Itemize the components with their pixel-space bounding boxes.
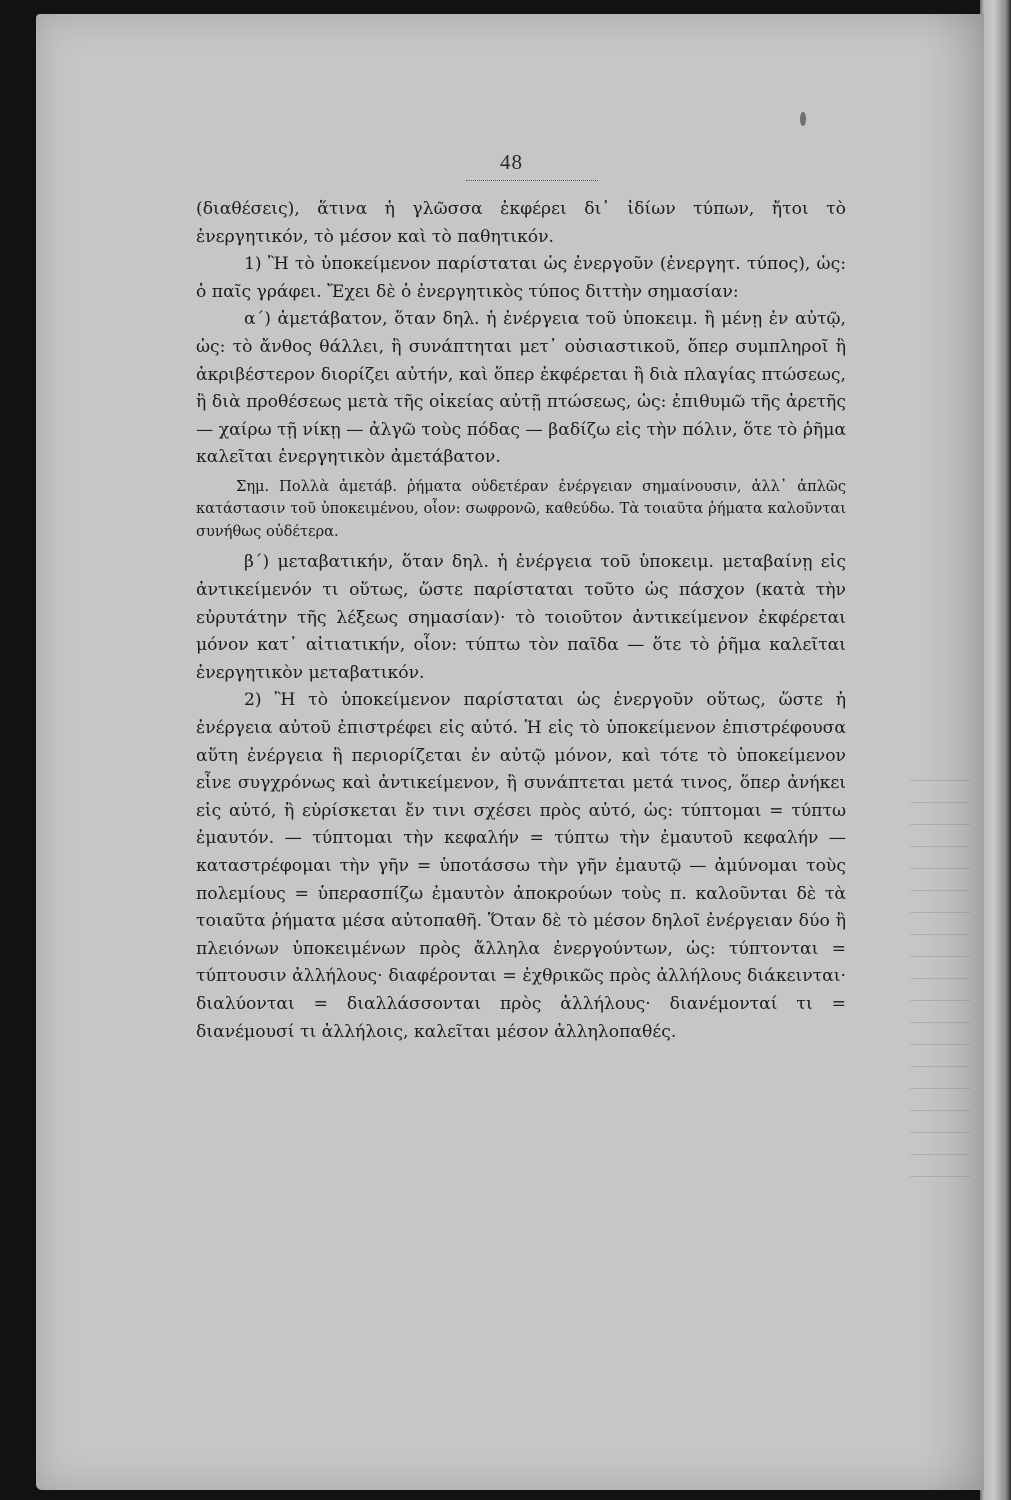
note-neuter-verbs: Σημ. Πολλὰ ἀμετάβ. ῥήματα οὐδετέραν ἐνέργειαν σημαίνουσιν, ἀλλ᾽ ἁπλῶς κατάστασιν τοῦ ὑποκειμένου, οἷον: σωφρονῶ, καθεύδω. Τὰ τοιαῦτα ῥήματα καλοῦνται συνήθως οὐδέτερα.: [196, 477, 846, 540]
adjacent-page-edge: [980, 0, 1011, 1500]
paragraph-transitive: β΄) μεταβατικήν, ὅταν δηλ. ἡ ἐνέργεια τοῦ ὑποκειμ. μεταβαίνῃ εἰς ἀντικείμενόν τι οὕτως, ὥστε παρίσταται τοῦτο ὡς πάσχον (κατὰ τὴν εὐρυτάτην τῆς λέξεως σημασίαν)· τὸ τοιοῦτον ἀντικείμενον ἐκφέρεται μόνον κατ᾽ αἰτιατικήν, οἷον: τύπτω τὸν παῖδα — ὅτε τὸ ῥῆμα καλεῖται ἐνεργητικὸν μεταβατικόν.: [196, 552, 846, 683]
page-shadow: [924, 14, 984, 1490]
bleed-through-marks: [910, 780, 970, 1180]
paragraph-active-voice: 1) Ἢ τὸ ὑποκείμενον παρίσταται ὡς ἐνεργοῦν (ἐνεργητ. τύπος), ὡς: ὁ παῖς γράφει. Ἔχει δὲ ὁ ἐνεργητικὸς τύπος διττὴν σημασίαν:: [196, 254, 846, 302]
paragraph-voices-intro: (διαθέσεις), ἅτινα ἡ γλῶσσα ἐκφέρει δι᾽ ἰδίων τύπων, ἤτοι τὸ ἐνεργητικόν, τὸ μέσον καὶ τὸ παθητικόν.: [196, 199, 846, 247]
paragraph-intransitive: α΄) ἀμετάβατον, ὅταν δηλ. ἡ ἐνέργεια τοῦ ὑποκειμ. ἢ μένῃ ἐν αὐτῷ, ὡς: τὸ ἄνθος θάλλει, ἢ συνάπτηται μετ᾽ οὐσιαστικοῦ, ὅπερ συμπληροῖ ἢ ἀκριβέστερον διορίζει αὐτήν, καὶ ὅπερ ἐκφέρεται ἢ διὰ πλαγίας πτώσεως, ἢ διὰ προθέσεως μετὰ τῆς οἰκείας αὐτῇ πτώσεως, ὡς: ἐπιθυμῶ τῆς ἀρετῆς — χαίρω τῇ νίκῃ — ἀλγῶ τοὺς πόδας — βαδίζω εἰς τὴν πόλιν, ὅτε τὸ ῥῆμα καλεῖται ἐνεργητικὸν ἀμετάβατον.: [196, 309, 846, 468]
ink-speck: [800, 112, 806, 126]
paragraph-middle-voice: 2) Ἢ τὸ ὑποκείμενον παρίσταται ὡς ἐνεργοῦν οὕτως, ὥστε ἡ ἐνέργεια αὐτοῦ ἐπιστρέφει εἰς αὐτό. Ἡ εἰς τὸ ὑποκείμενον ἐπιστρέφουσα αὕτη ἐνέργεια ἢ περιορίζεται ἐν αὐτῷ μόνον, καὶ τότε τὸ ὑποκείμενον εἶνε συγχρόνως καὶ ἀντικείμενον, ἢ συνάπτεται μετά τινος, ὅπερ ἀνήκει εἰς αὐτό, ἢ εὑρίσκεται ἔν τινι σχέσει πρὸς αὐτό, ὡς: τύπτομαι = τύπτω ἐμαυτόν. — τύπτομαι τὴν κεφαλήν = τύπτω τὴν ἐμαυτοῦ κεφαλήν — καταστρέφομαι τὴν γῆν = ὑποτάσσω τὴν γῆν ἐμαυτῷ — ἀμύνομαι τοὺς πολεμίους = ὑπερασπίζω ἐμαυτὸν ἀποκρούων τοὺς π. καλοῦνται δὲ τὰ τοιαῦτα ῥήματα μέσα αὐτοπαθῆ. Ὅταν δὲ τὸ μέσον δηλοῖ ἐνέργειαν δύο ἢ πλειόνων ὑποκειμένων πρὸς ἄλληλα ἐνεργούντων, ὡς: τύπτονται = τύπτουσιν ἀλλήλους· διαφέρονται = ἐχθρικῶς πρὸς ἀλλήλους διάκεινται· διαλύονται = διαλλάσσονται πρὸς ἀλλήλους· διανέμονταί τι = διανέμουσί τι ἀλλήλοις, καλεῖται μέσον ἀλληλοπαθές.: [196, 690, 846, 1042]
page-number-rule: [466, 180, 598, 181]
page-body: [196, 196, 846, 1046]
page-number: 48: [500, 150, 523, 174]
